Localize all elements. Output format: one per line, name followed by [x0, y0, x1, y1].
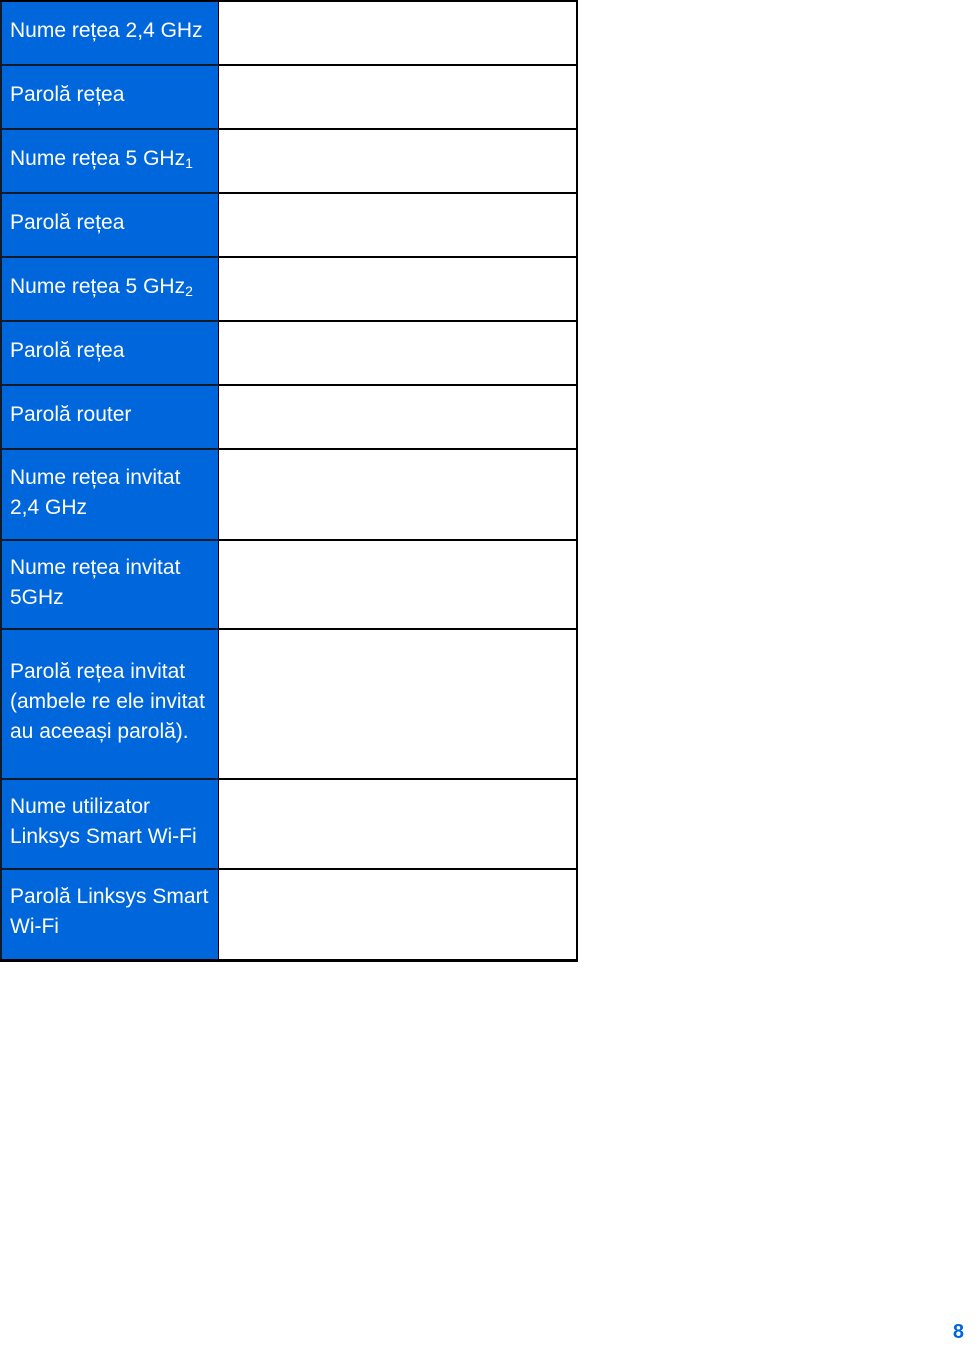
row-label	[1, 65, 218, 129]
row-label-text: Nume rețea 2,4 GHz	[10, 19, 203, 42]
row-label-text: Parolă rețea	[10, 83, 125, 106]
row-label-text: Parolă rețea invitat (ambele re ele invitat au aceeași parolă).	[10, 660, 205, 743]
row-label	[1, 629, 218, 779]
table-row	[1, 869, 577, 960]
table-row	[1, 257, 577, 321]
table-row	[1, 321, 577, 385]
table-row	[1, 629, 577, 779]
row-value-field[interactable]	[218, 65, 577, 129]
row-label-text: Nume rețea 5 GHz	[10, 275, 186, 298]
row-label	[1, 1, 218, 65]
row-label	[1, 193, 218, 257]
row-value-field[interactable]	[218, 193, 577, 257]
row-value-field[interactable]	[218, 1, 577, 65]
row-label-text: Parolă Linksys Smart Wi-Fi	[10, 885, 209, 939]
row-value-field[interactable]	[218, 629, 577, 779]
network-info-table	[0, 0, 578, 962]
row-value-field[interactable]	[218, 449, 577, 540]
row-label	[1, 129, 218, 193]
row-value-field[interactable]	[218, 257, 577, 321]
row-label	[1, 257, 218, 321]
row-value-field[interactable]	[218, 779, 577, 869]
table-row	[1, 1, 577, 65]
table-row	[1, 449, 577, 540]
row-label-text: Nume rețea invitat 2,4 GHz	[10, 465, 181, 519]
row-label	[1, 449, 218, 540]
table-row	[1, 540, 577, 629]
row-value-field[interactable]	[218, 869, 577, 960]
page-number: 8	[952, 1321, 964, 1343]
row-value-field[interactable]	[218, 540, 577, 629]
row-label	[1, 540, 218, 629]
row-label-subscript: 1	[185, 155, 193, 171]
row-value-field[interactable]	[218, 129, 577, 193]
row-label-text: Nume rețea invitat 5GHz	[10, 555, 181, 609]
table-row	[1, 385, 577, 449]
row-label-text: Parolă rețea	[10, 339, 125, 362]
row-label	[1, 779, 218, 869]
row-label	[1, 385, 218, 449]
row-label-text: Parolă rețea	[10, 211, 125, 234]
row-label-subscript: 2	[185, 283, 193, 299]
table-row	[1, 65, 577, 129]
row-label-text: Nume utilizator Linksys Smart Wi-Fi	[10, 795, 197, 848]
row-label-text: Parolă router	[10, 403, 132, 426]
row-value-field[interactable]	[218, 321, 577, 385]
row-label	[1, 869, 218, 960]
row-value-field[interactable]	[218, 385, 577, 449]
table-row	[1, 129, 577, 193]
table-row	[1, 193, 577, 257]
row-label-text: Nume rețea 5 GHz	[10, 147, 186, 170]
row-label	[1, 321, 218, 385]
table-row	[1, 779, 577, 869]
